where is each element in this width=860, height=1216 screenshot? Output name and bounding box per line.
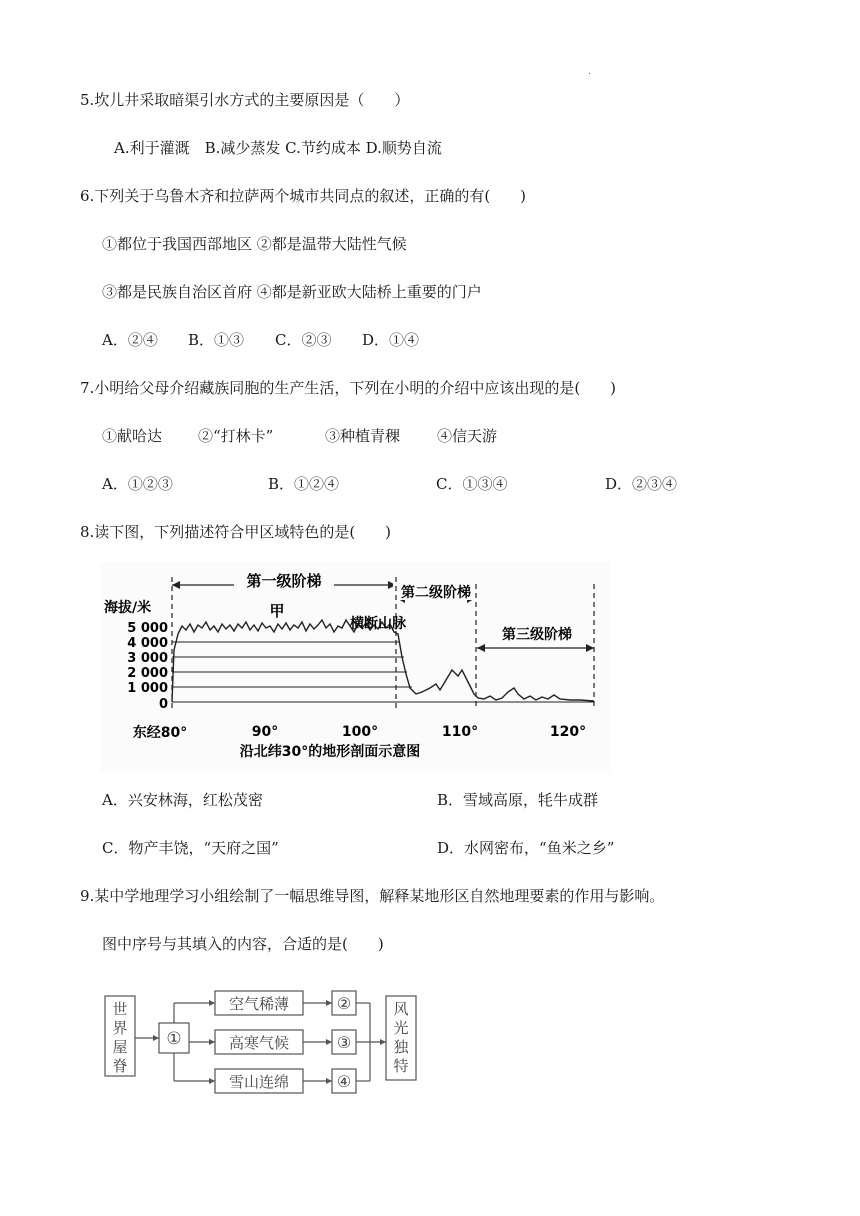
x-tick-80: 东经80° bbox=[132, 725, 188, 741]
vertical-char: 屋 bbox=[112, 1038, 128, 1056]
question-6-option-d: D．①④ bbox=[362, 331, 420, 349]
question-6-items-1: ①都位于我国西部地区 ②都是温带大陆性气候 bbox=[102, 235, 407, 253]
mindmap-cold-climate: 高寒气候 bbox=[228, 1034, 290, 1052]
vertical-char: 独 bbox=[393, 1038, 409, 1056]
y-tick-4000: 4 000 bbox=[127, 636, 168, 651]
question-6-option-c: C．②③ bbox=[275, 331, 332, 349]
vertical-char: 特 bbox=[393, 1057, 409, 1075]
mindmap-circle-1: ① bbox=[166, 1029, 182, 1049]
question-9-stem-2: 图中序号与其填入的内容，合适的是( ) bbox=[102, 935, 384, 953]
question-5-stem: 5.坎儿井采取暗渠引水方式的主要原因是（ ） bbox=[80, 91, 410, 109]
y-axis-label: 海拔/米 bbox=[104, 600, 152, 616]
question-5-options: A.利于灌溉 B.减少蒸发 C.节约成本 D.顺势自流 bbox=[114, 139, 442, 157]
mindmap-air-thin: 空气稀薄 bbox=[228, 995, 290, 1013]
terrain-profile-figure bbox=[100, 562, 610, 772]
question-7-item-4: ④信天游 bbox=[437, 427, 498, 445]
page-dot: . bbox=[588, 66, 592, 77]
mindmap-circle-3: ③ bbox=[336, 1033, 352, 1052]
question-6-option-b: B．①③ bbox=[188, 331, 245, 349]
x-tick-100: 100° bbox=[341, 724, 379, 740]
vertical-char: 光 bbox=[393, 1019, 409, 1037]
x-tick-90: 90° bbox=[251, 724, 279, 740]
question-7-stem: 7.小明给父母介绍藏族同胞的生产生活，下列在小明的介绍中应该出现的是( ) bbox=[80, 379, 617, 397]
mindmap-right-box bbox=[393, 1000, 409, 1075]
mindmap-left-box bbox=[112, 1000, 127, 1075]
y-tick-1000: 1 000 bbox=[127, 681, 168, 696]
question-7-option-d: D．②③④ bbox=[605, 475, 678, 493]
figure-caption: 沿北纬30°的地形剖面示意图 bbox=[239, 744, 421, 760]
x-tick-110: 110° bbox=[441, 724, 479, 740]
region-jia-label: 甲 bbox=[269, 602, 285, 620]
y-tick-3000: 3 000 bbox=[127, 651, 168, 666]
mindmap-circle-2: ② bbox=[336, 994, 352, 1013]
vertical-char: 风 bbox=[393, 1000, 409, 1018]
question-9-stem: 9.某中学地理学习小组绘制了一幅思维导图，解释某地形区自然地理要素的作用与影响。 bbox=[80, 887, 665, 905]
mind-map-figure bbox=[100, 980, 420, 1095]
question-6-stem: 6.下列关于乌鲁木齐和拉萨两个城市共同点的叙述，正确的有( ) bbox=[80, 187, 527, 205]
question-8-option-a: A．兴安林海，红松茂密 bbox=[102, 791, 263, 809]
question-8-option-c: C．物产丰饶，“天府之国” bbox=[102, 839, 279, 857]
question-7-option-b: B．①②④ bbox=[268, 475, 340, 493]
step2-label: 第二级阶梯 bbox=[401, 585, 471, 601]
y-tick-2000: 2 000 bbox=[127, 666, 168, 681]
question-6-option-a: A．②④ bbox=[102, 331, 158, 349]
step1-label: 第一级阶梯 bbox=[246, 572, 322, 590]
question-8-option-d: D．水网密布，“鱼米之乡” bbox=[437, 839, 615, 857]
x-tick-120: 120° bbox=[549, 724, 587, 740]
vertical-char: 界 bbox=[112, 1019, 128, 1037]
vertical-char: 世 bbox=[112, 1000, 128, 1018]
y-tick-5000: 5 000 bbox=[127, 621, 168, 636]
y-tick-0: 0 bbox=[158, 697, 168, 712]
question-7-option-a: A．①②③ bbox=[102, 475, 173, 493]
vertical-char: 脊 bbox=[112, 1057, 128, 1075]
question-7-item-2: ②“打林卡” bbox=[198, 427, 274, 445]
question-7-item-1: ①献哈达 bbox=[102, 427, 163, 445]
question-7-item-3: ③种植青稞 bbox=[325, 427, 401, 445]
mindmap-snow-mountains: 雪山连绵 bbox=[228, 1073, 290, 1091]
step3-label: 第三级阶梯 bbox=[502, 627, 572, 643]
mindmap-circle-4: ④ bbox=[336, 1072, 352, 1091]
question-8-option-b: B．雪域高原，牦牛成群 bbox=[437, 791, 599, 809]
mountain-label: 横断山脉 bbox=[350, 616, 406, 632]
question-7-option-c: C．①③④ bbox=[436, 475, 508, 493]
question-8-stem: 8.读下图，下列描述符合甲区域特色的是( ) bbox=[80, 523, 392, 541]
question-6-items-2: ③都是民族自治区首府 ④都是新亚欧大陆桥上重要的门户 bbox=[102, 283, 482, 301]
